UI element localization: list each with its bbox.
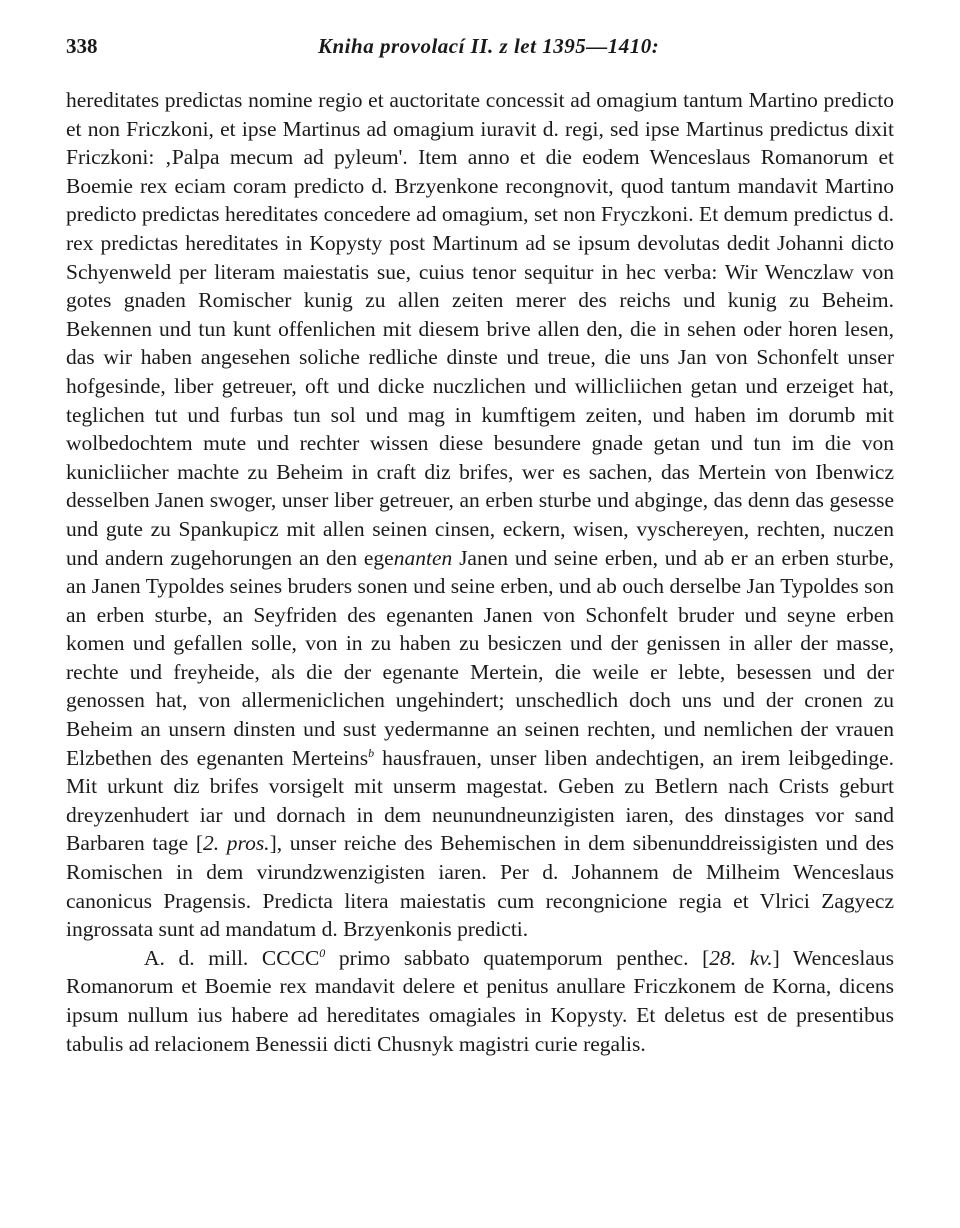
body-text [66, 86, 894, 1058]
paragraph-2 [66, 944, 894, 1058]
footnote-marker: b [368, 745, 375, 760]
degree-marker: 0 [319, 945, 326, 960]
paragraph-2-date-note: 28. kv. [709, 945, 773, 970]
page-header [66, 34, 894, 70]
paragraph-1-text-b: Janen und seine erben, und ab er an erben sturbe, an Janen Typoldes seines bruders sonen und seine erben, und ab ouch derselbe Jan Typoldes son an erben sturbe, an Seyfriden des egenanten Janen von Schonfelt bruder und seyne erben komen und gefallen solle, von in zu haben zu besiczen und der genissen in aller der masse, rechte und freyheide, als die der egenante Mertein, die weile er lebte, besessen und der genossen hat, von allermeniclichen ungehindert; unschedlich doch uns und der cronen zu Beheim an unsern dinsten und sust yedermanne an seinen rechten, und nemlichen der vrauen Elzbethen des egenanten Merteins [66, 545, 894, 770]
paragraph-1-text-a: hereditates predictas nomine regio et auctoritate concessit ad omagium tantum Martino predicto et non Friczkoni, et ipse Martinus ad omagium iuravit d. regi, sed ipse Martinus predictus dixit Friczkoni: ‚Palpa mecum ad pyleum'. Item anno et die eodem Wenceslaus Romanorum et Boemie rex eciam coram predicto d. Brzyenkone recongnovit, quod tantum mandavit Martino predicto predictas hereditates concedere ad omagium, set non Fryczkoni. Et demum predictus d. rex predictas hereditates in Kopysty post Martinum ad se ipsum devolutas dedit Johanni dicto Schyenweld per literam maiestatis sue, cuius tenor sequitur in hec verba: Wir Wenczlaw von gotes gnaden Romischer kunig zu allen zeiten merer des reichs und kunig zu Beheim. Bekennen und tun kunt offenlichen mit diesem brive allen den, die in sehen oder horen lesen, das wir haben angesehen soliche redliche dinste und treue, die uns Jan von Schonfelt unser hofgesinde, liber getreuer, oft und dicke nuczlichen und willicliichen getan und erzeiget hat, teglichen tut und furbas tun sol und mag in kumftigem zeiten, und haben im dorumb mit wolbedochtem mute und rechter wissen diese besundere gnade getan und tun im die von kunicliicher machte zu Beheim in craft diz brifes, wer es sachen, das Mertein von Ibenwicz desselben Janen swoger, unser liber getreuer, an erben sturbe und abginge, das denn das gesesse und gute zu Spankupicz mit allen seinen cinsen, eckern, wisen, vyschereyen, rechten, nuczen und andern zugehorungen an den ege [66, 88, 894, 570]
page-number: 338 [66, 34, 98, 58]
paragraph-2-text-c: ] Wenceslaus Romanorum et Boemie rex mandavit delere et penitus anullare Friczkonem de Korna, dicens ipsum nullum ius habere ad hereditates omagiales in Kopysty. Et deletus est de presentibus tabulis ad relacionem Benessii dicti Chusnyk magistri curie regalis. [66, 945, 894, 1056]
paragraph-2-text-b: primo sabbato quatemporum penthec. [ [325, 945, 710, 970]
paragraph-1 [66, 86, 894, 944]
running-title: Kniha provolací II. z let 1395—1410: [318, 34, 660, 58]
paragraph-1-date-note: 2. pros. [203, 831, 270, 856]
paragraph-2-text-a: A. d. mill. CCCC [144, 945, 320, 970]
paragraph-1-text-d: ], unser reiche des Behemischen in dem sibenunddreissigisten und des Romischen in dem virundzwenzigisten iaren. Per d. Johannem de Milheim Wenceslaus canonicus Pragensis. Predicta litera maiestatis cum recongnicione regia et Vlrici Zagyecz ingrossata sunt ad mandatum d. Brzyenkonis predicti. [66, 831, 895, 942]
paragraph-1-text-c: hausfrauen, unser liben andechtigen, an irem leibgedinge. Mit urkunt diz brifes vorsigelt mit unserm magestat. Geben zu Betlern nach Crists geburt dreyzenhudert iar und dornach in dem neunundneunzigisten iaren, des dinstages vor sand Barbaren tage [ [66, 745, 894, 856]
paragraph-1-italic-word: nanten [393, 545, 453, 570]
